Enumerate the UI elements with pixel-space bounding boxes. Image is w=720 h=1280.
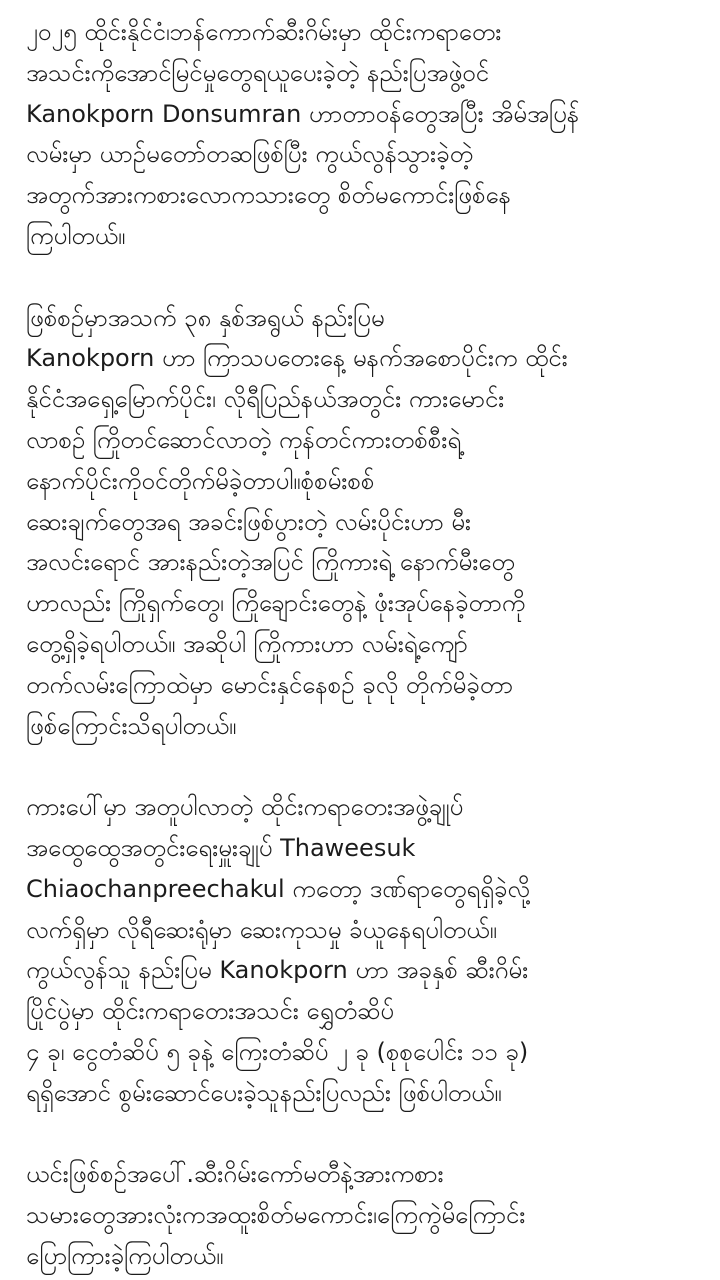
text-line: အသင်းကိုအောင်မြင်မှုတွေရယူပေးခဲ့တဲ့ နည်းပြအဖွဲ့ဝင်: [26, 58, 489, 87]
text-line: ဆေးချက်တွေအရ အခင်းဖြစ်ပွားတဲ့ လမ်းပိုင်းဟာ မီး: [26, 507, 472, 536]
text-line: လက်ရှိမှာ လိုရီဆေးရုံမှာ ဆေးကုသမှု ခံယူနေရပါတယ်။: [26, 915, 497, 944]
text-line: တွေ့ရှိခဲ့ရပါတယ်။ အဆိုပါ ကြိုကားဟာ လမ်းရဲ့ကျော်: [26, 629, 468, 658]
text-line: အလင်းရောင် အားနည်းတဲ့အပြင် ကြိုကားရဲ့ နောက်မီးတွေ: [26, 548, 515, 577]
text-line: ၂၀၂၅ ထိုင်းနိုင်ငံ၊ဘန်ကောက်ဆီးဂိမ်းမှာ ထိုင်းကရာတေး: [26, 18, 502, 46]
text-line: ကားပေါ်မှာ အတူပါလာတဲ့ ထိုင်းကရာတေးအဖွဲ့ချုပ်: [26, 793, 464, 822]
text-line: Chiaochanpreechakul ကတော့ ဒဏ်ရာတွေရရှိခဲ့လို့: [26, 874, 530, 903]
text-line: အထွေထွေအတွင်းရေးမှူးချုပ် Thaweesuk: [26, 833, 416, 862]
text-line: လမ်းမှာ ယာဉ်မတော်တဆဖြစ်ပြီး ကွယ်လွန်သွားခဲ့တဲ့: [26, 140, 473, 169]
text-line: နောက်ပိုင်းကိုဝင်တိုက်မိခဲ့တာပါ။စုံစမ်းစစ်: [26, 466, 375, 495]
text-line: ကွယ်လွန်သူ နည်းပြမ Kanokporn ဟာ အခုနှစ် ဆီးဂိမ်း: [26, 956, 529, 985]
text-line: တက်လမ်းကြောထဲမှာ မောင်းနှင်နေစဉ် ခုလို တိုက်မိခဲ့တာ: [26, 670, 513, 699]
text-line: သမားတွေအားလုံးကအထူးစိတ်မကောင်း၊ကြေကွဲမိကြောင်း: [26, 1201, 526, 1230]
text-line: ယင်းဖြစ်စဉ်အပေါ်.ဆီးဂိမ်းကော်မတီနဲ့အားကစား: [26, 1160, 444, 1189]
paragraph-2: [26, 298, 698, 747]
paragraph-spacer: [26, 1114, 698, 1155]
text-line: ပြိုင်ပွဲမှာ ထိုင်းကရာတေးအသင်း ရွှေတံဆိပ်: [26, 997, 394, 1026]
text-line: ကြပါတယ်။: [26, 221, 126, 250]
text-line: လာစဉ် ကြိုတင်ဆောင်လာတဲ့ ကုန်တင်ကားတစ်စီးရဲ့: [26, 425, 462, 454]
text-line: ရရှိအောင် စွမ်းဆောင်ပေးခဲ့သူနည်းပြလည်း ဖြစ်ပါတယ်။: [26, 1078, 502, 1107]
text-line: နိုင်ငံအရှေ့မြောက်ပိုင်း၊ လိုရီပြည်နယ်အတွင်း ကားမောင်း: [26, 385, 505, 414]
paragraph-spacer: [26, 257, 698, 298]
article-body: [26, 12, 698, 1277]
text-line: ဖြစ်စဉ်မှာအသက် ၃၈ နှစ်အရွယ် နည်းပြမ: [26, 303, 385, 332]
paragraph-3: [26, 787, 698, 1113]
text-line: ဖြစ်ကြောင်းသိရပါတယ်။: [26, 711, 237, 740]
text-line: ၄ ခု၊ ငွေတံဆိပ် ၅ ခုနဲ့ ကြေးတံဆိပ် ၂ ခု (စုစုပေါင်း ၁၁ ခု): [26, 1037, 529, 1066]
text-line: အတွက်အားကစားလောကသားတွေ စိတ်မကောင်းဖြစ်နေ: [26, 181, 511, 210]
text-line: ဟာလည်း ကြိုရှက်တွေ၊ ကြိုချောင်းတွေနဲ့ ဖုံးအုပ်နေခဲ့တာကို: [26, 589, 526, 618]
text-line: ပြောကြားခဲ့ကြပါတယ်။: [26, 1241, 224, 1270]
paragraph-spacer: [26, 746, 698, 787]
text-line: Kanokporn Donsumran ဟာတာဝန်တွေအပြီး အိမ်အပြန်: [26, 99, 580, 128]
text-line: Kanokporn ဟာ ကြာသပတေးနေ့ မနက်အစောပိုင်းက ထိုင်း: [26, 344, 568, 373]
paragraph-4: [26, 1154, 698, 1276]
paragraph-1: [26, 12, 698, 257]
